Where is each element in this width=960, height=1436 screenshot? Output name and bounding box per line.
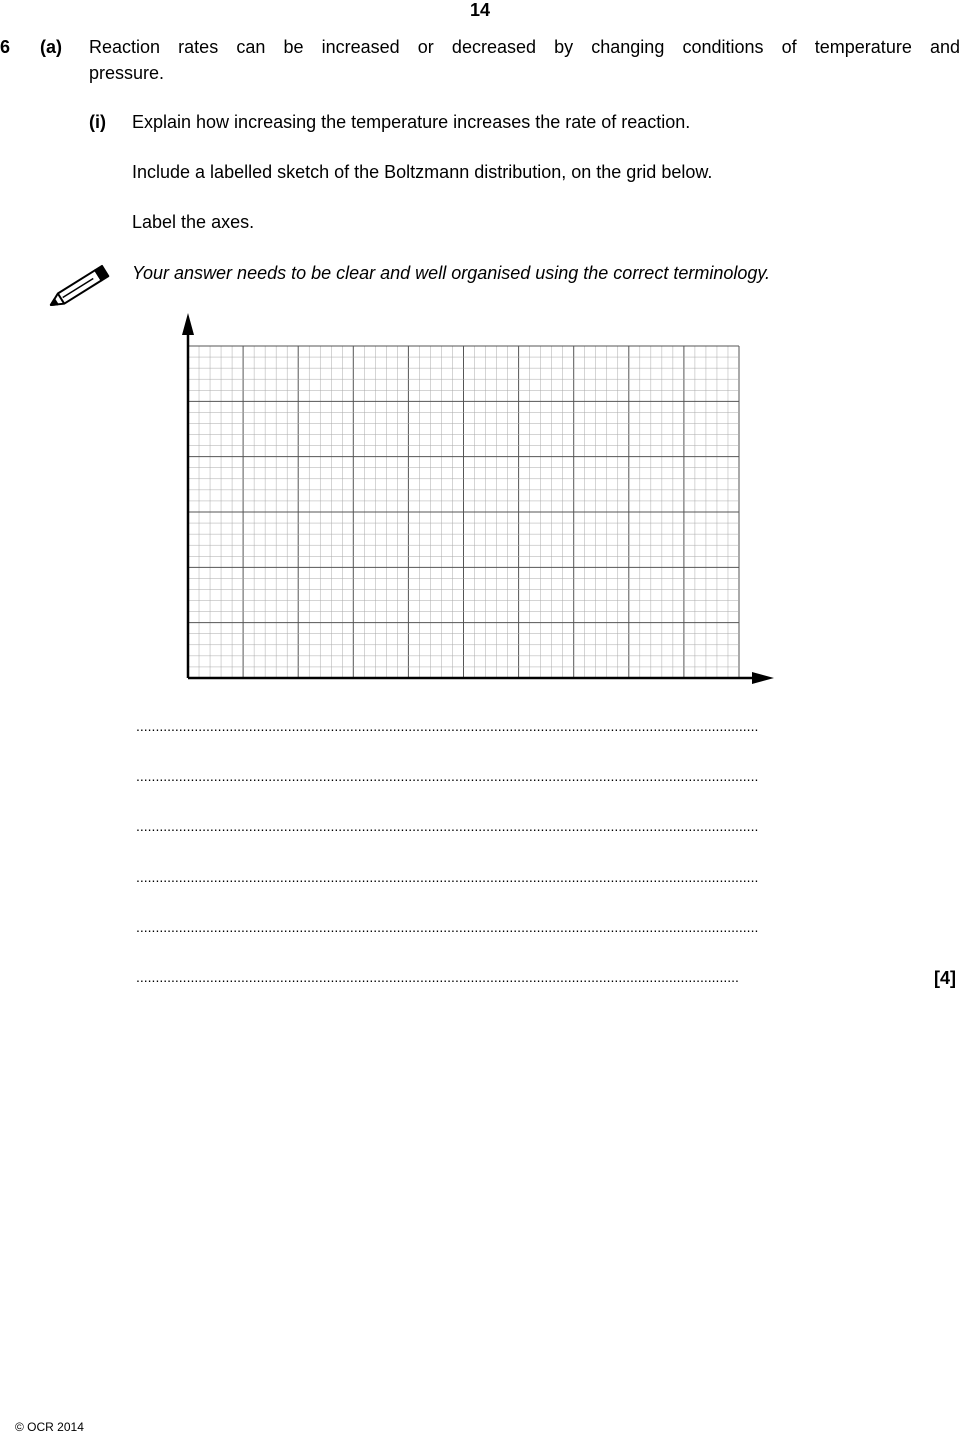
question-lead-line2: pressure. [89, 63, 165, 83]
qwc-note: Your answer needs to be clear and well organised using the correct terminology. [132, 263, 771, 283]
axes-instruction: Label the axes. [132, 212, 255, 232]
subpart-label: (i) [89, 112, 106, 132]
instruction-text: Explain how increasing the temperature increases the rate of reaction. [132, 112, 691, 132]
copyright-footer: © OCR 2014 [15, 1420, 84, 1434]
answer-line[interactable]: ................................................................................................................................................................ [136, 768, 759, 784]
answer-line[interactable]: ........................................................................................................................................................... [136, 969, 739, 985]
boltzmann-grid[interactable] [170, 305, 790, 700]
question-number: 6 [0, 37, 11, 57]
answer-line[interactable]: ................................................................................................................................................................ [136, 718, 759, 734]
pencil-icon [44, 262, 112, 314]
answer-line[interactable]: ................................................................................................................................................................ [136, 919, 759, 935]
y-axis-arrow [182, 313, 194, 335]
answer-line[interactable]: ................................................................................................................................................................ [136, 818, 759, 834]
x-axis-arrow [752, 672, 774, 684]
marks-label: [4] [934, 968, 956, 988]
sketch-instruction: Include a labelled sketch of the Boltzmann distribution, on the grid below. [132, 162, 713, 182]
question-lead-line1: Reaction rates can be increased or decreased by changing conditions of temperature and [89, 37, 960, 57]
page-number: 14 [469, 0, 491, 20]
answer-line[interactable]: ................................................................................................................................................................ [136, 869, 759, 885]
question-part: (a) [40, 37, 62, 57]
